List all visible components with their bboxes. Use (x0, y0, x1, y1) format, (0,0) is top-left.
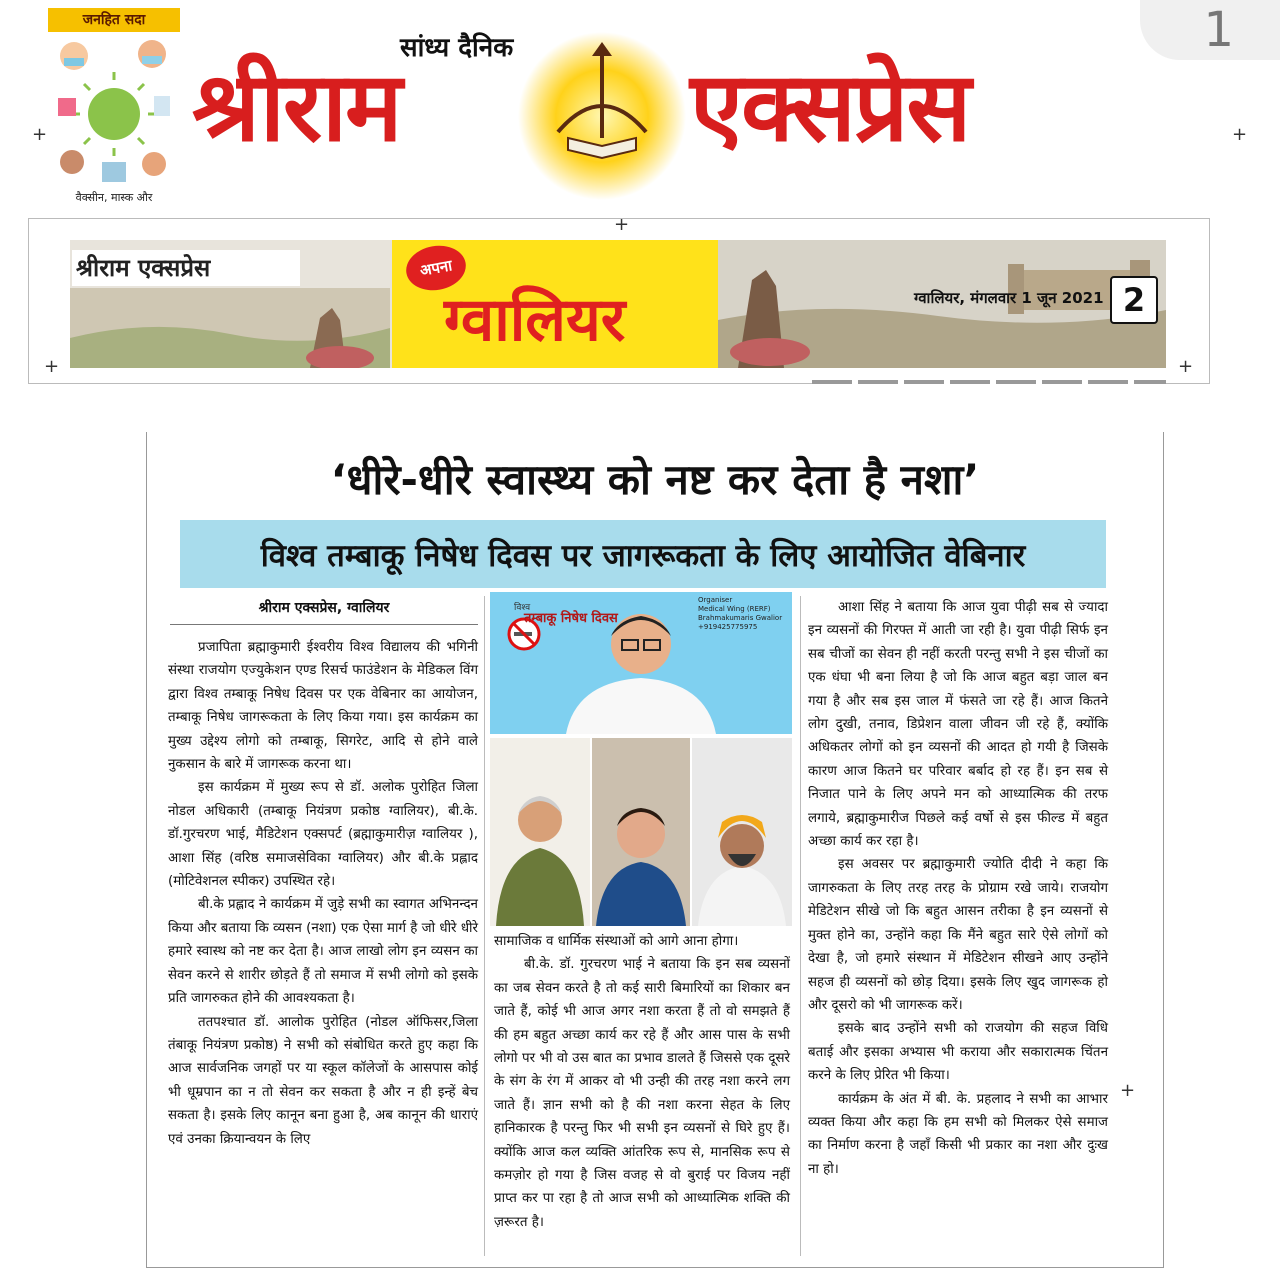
article-byline: श्रीराम एक्सप्रेस, ग्वालियर (258, 600, 390, 616)
crop-mark-icon: + (1178, 356, 1194, 377)
side-promo-box (48, 8, 180, 208)
crop-mark-icon: + (44, 356, 60, 377)
crop-mark-icon: + (1120, 1080, 1136, 1101)
paragraph: बी.के. डॉ. गुरचरण भाई ने बताया कि इन सब व्यसनों का जब सेवन करते है तो कई सारी बिमारियों का शिकार बन जाते हैं, कोई भी आज अगर नशा करता हैं तो वो समझते हैं की हम बहुत अच्छा कार्य कर रहे हैं और आस पास के सभी लोगो पर भी वो उस बात का प्रभाव डालते हैं जिससे एक दूसरे के संग के रंग में आकर वो भी उन्ही की तरह नशा करने लग जाते हैं। ज्ञान सभी को है की नशा करना सेहत के लिए हानिकारक है परन्तु फिर भी सभी इन व्यसनों से घिरे हुए हैं। क्योंकि आज कल व्यक्ति आंतरिक रूप से, मानसिक रूप से कमज़ोर हो गया है जिस वजह से वो बुराई पर विजय नहीं प्राप्त कर पा रहा है तो आज सभी को आध्यात्मिक शक्ति की ज़रूरत है। (494, 957, 790, 1230)
participant-portrait (490, 738, 590, 926)
banner-brand: श्रीराम एक्सप्रेस (72, 250, 300, 286)
column-divider (800, 596, 801, 1256)
photo-label-small: विश्व (514, 603, 531, 613)
side-promo-caption: वैक्सीन, मास्क और (75, 191, 153, 204)
byline-divider (170, 624, 478, 625)
participant-portrait (692, 738, 792, 926)
article-column-2 (494, 930, 790, 1234)
banner-page-number: 2 (1110, 276, 1158, 324)
section-banner (70, 240, 1166, 368)
covid-awareness-illustration (52, 36, 176, 186)
webinar-main-photo (490, 592, 792, 734)
fort-landscape-illustration (70, 288, 390, 368)
photo-organiser-text: Organiser Medical Wing (RERF) Brahmakumaris Gwalior +919425775975 (698, 596, 783, 631)
banner-divider (812, 380, 1166, 384)
crop-mark-icon: + (614, 214, 630, 235)
paragraph: इसके बाद उन्होंने सभी को राजयोग की सहज विधि बताई और इसका अभ्यास भी कराया और सकारात्मक चिंतन करने के लिए प्रेरित भी किया। (808, 1021, 1108, 1084)
banner-title-panel (392, 240, 718, 368)
page-number-top: 1 (1140, 0, 1280, 60)
banner-title: ग्वालियर (444, 285, 626, 355)
daily-label: सांध्य दैनिक (400, 33, 514, 63)
brand-name-left: श्रीराम (192, 51, 401, 163)
paragraph: इस कार्यक्रम में मुख्य रूप से डॉ. अलोक पुरोहित जिला नोडल अधिकारी (तम्बाकू नियंत्रण प्रकोष्ठ ग्वालियर), बी.के. डॉ.गुरचरण भाई, मैडिटेशन एक्सपर्ट (ब्रह्माकुमारीज़ ग्वालियर ), आशा सिंह (वरिष्ठ समाजसेविका ग्वालियर) और बी.के प्रह्लाद (मोटिवेशनल स्पीकर) उपस्थित रहे। (168, 780, 478, 890)
banner-apna-badge: अपना (403, 241, 470, 295)
article-column-3 (808, 596, 1108, 1181)
side-promo-title: जनहित सदा (48, 8, 180, 32)
banner-dateline: ग्वालियर, मंगलवार 1 जून 2021 (914, 289, 1104, 307)
webinar-photo-collage (490, 592, 792, 926)
crop-mark-icon: + (32, 124, 48, 145)
sun-emblem-logo (518, 20, 686, 200)
brand-name-right: एक्सप्रेस (690, 51, 970, 163)
column-divider (484, 596, 485, 1256)
article-subhead: विश्व तम्बाकू निषेध दिवस पर जागरूकता के लिए आयोजित वेबिनार (260, 538, 1026, 574)
participant-photo (592, 738, 690, 926)
paragraph: कार्यक्रम के अंत में बी. के. प्रहलाद ने सभी का आभार व्यक्त किया और कहा कि हम सभी को मिलकर ऐसे समाज का निर्माण करना है जहाँ किसी भी प्रकार का नशा और दुःख ना हो। (808, 1091, 1108, 1177)
participant-photo (692, 738, 792, 926)
article-headline: ‘धीरे-धीरे स्वास्थ्य को नष्ट कर देता है नशा’ (330, 455, 980, 504)
photo-label-main: तम्बाकू निषेध दिवस (524, 611, 618, 626)
participant-photo (490, 738, 590, 926)
paragraph: आशा सिंह ने बताया कि आज युवा पीढ़ी सब से ज्यादा इन व्यसनों की गिरफ्त में आती जा रही है। युवा पीढ़ी सिर्फ इन सब चीजों का सेवन ही नहीं करती परन्तु सभी ने इस चीजों का एक धंघा भी बना लिया है जो कि आज बहुत बड़ा जाल बन गया है और सब इस जाल में फंसते जा रहे हैं। आज कितने लोग दुखी, तनाव, डिप्रेशन वाला जीवन जी रहे हैं, क्योंकि अधिकतर लोगों को इन व्यसनों की आदत हो गयी है जिसके कारण आज कितने घर परिवार बर्बाद हो रह हैं। इन सब से निजात पाने के लिए अपने मन को आध्यात्मिक की तरफ लगाये, ब्रह्माकुमारीज पिछले कई वर्षो से इस फील्ड में बहुत अच्छा कार्य कर रहा है। (808, 600, 1108, 850)
paragraph: बी.के प्रह्लाद ने कार्यक्रम में जुड़े सभी का स्वागत अभिनन्दन किया और बताया कि व्यसन (नशा) एक ऐसा मार्ग है जो धीरे धीरे हमारे स्वास्थ को नष्ट कर देता है। आज लाखो लोग इन व्यसन का सेवन करने से शारीर छोड़ते हैं तो समाज में सभी लोगो को इसके प्रति जागरुकत होने की आवश्यकता है। (168, 897, 478, 1007)
participant-portrait (592, 738, 690, 926)
crop-mark-icon: + (1232, 124, 1248, 145)
paragraph: सामाजिक व धार्मिक संस्थाओं को आगे आना होगा। (494, 934, 739, 949)
paragraph: इस अवसर पर ब्रह्माकुमारी ज्योति दीदी ने कहा कि जागरुकता के लिए तरह तरह के प्रोग्राम रखे जाये। राजयोग मेडिटेशन सीखे जो कि बहुत आसन तरीका है इन व्यसनों से मुक्त होने का, उन्होंने कहा कि मैंने बहुत सारे ऐसे लोगों को देखा है, जो हमारे संस्थान में मेडिटेशन सीखने आए उन्होंने सहज ही व्यसनों को छोड़ दिया। इसके लिए खुद जागरूक हो और दूसरो को भी जागरूक करें। (808, 857, 1108, 1013)
paragraph: ततपश्चात डॉ. आलोक पुरोहित (नोडल ऑफिसर,जिला तंबाकू नियंत्रण प्रकोष्ठ) ने सभी को संबोधित करते हुए कहा कि आज सार्वजनिक जगहों पर या स्कूल कॉलेजों के आसपास कोई भी धूम्रपान का न तो सेवन कर सकता है और न ही इन्हें बेच सकता है। इसके लिए कानून बना हुआ है, अब कानून की धाराएं एवं उनका क्रियान्वयन के लिए (168, 1014, 478, 1147)
article-column-1 (168, 636, 478, 1151)
paragraph: प्रजापिता ब्रह्माकुमारी ईश्वरीय विश्व विद्यालय की भगिनी संस्था राजयोग एज्युकेशन एण्ड रिसर्च फाउंडेशन के मेडिकल विंग द्वारा विश्व तम्बाकू निषेध दिवस पर एक वेबिनार का आयोजन, तम्बाकू निषेध जागरूकता के लिए किया गया। इस कार्यक्रम का मुख्य उद्देश्य लोगो को तम्बाकू, सिगरेट, आदि से होने वाले नुकसान के बारे में जागरूक करना था। (168, 640, 478, 773)
